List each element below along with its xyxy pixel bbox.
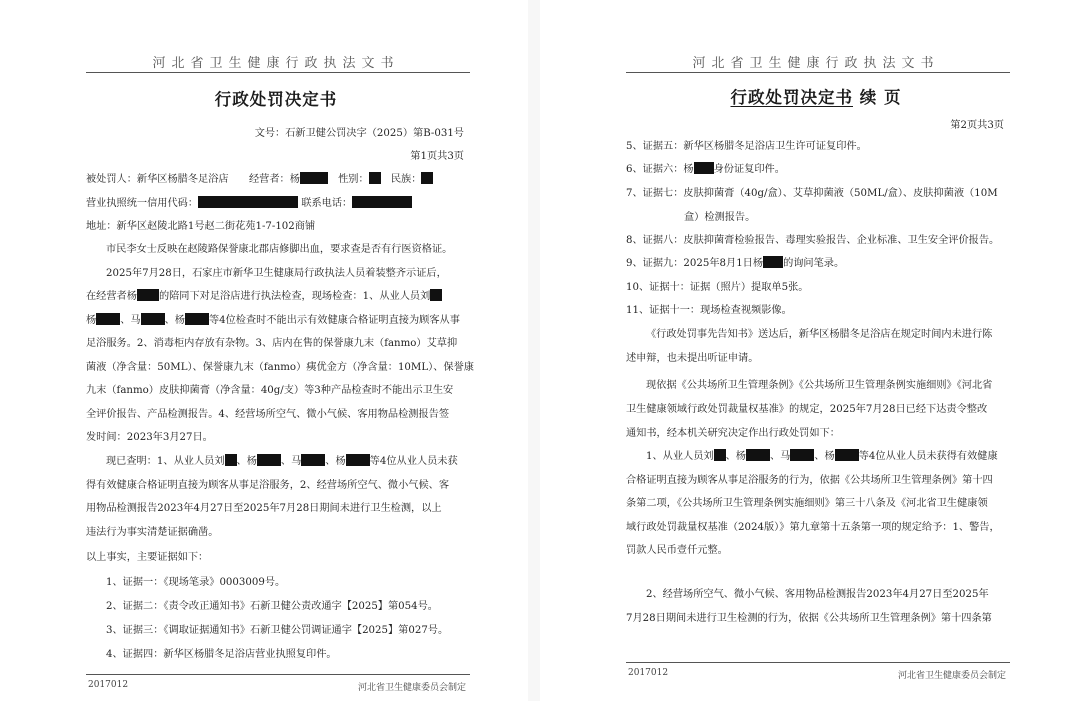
paragraph-line: 现依据《公共场所卫生管理条例》《公共场所卫生管理条例实施细则》《河北省 <box>646 380 993 391</box>
issuer: 河北省卫生健康委员会制定 <box>357 683 466 693</box>
text-span: 等4位从业人员未获得有效健康 <box>858 451 998 462</box>
text-span: 9、证据九：2025年8月1日杨 <box>626 258 764 269</box>
redaction <box>763 256 783 268</box>
text-span: 在经营者杨 <box>86 291 137 302</box>
redaction <box>96 313 120 325</box>
redaction <box>714 449 726 461</box>
evidence-item: 1、证据一：《现场笔录》0003009号。 <box>106 577 286 588</box>
paragraph-line: 域行政处罚裁量权基准（2024版）》第九章第十五条第一项的规定给予：1、警告， <box>626 522 1000 533</box>
redaction <box>835 449 859 461</box>
redaction <box>369 172 381 184</box>
paragraph-line: 卫生健康领域行政处罚裁量权基准》的规定，2025年7月28日已经下达责令整改 <box>626 404 988 415</box>
paragraph-line: 足浴服务。2、消毒柜内存放有杂物。3、店内在售的保誉康九末（fanmo）艾草抑 <box>86 338 458 349</box>
document-number: 文号：石新卫健公罚决字（2025）第B-031号 <box>254 128 464 139</box>
paragraph-line <box>646 447 998 462</box>
form-code: 2017012 <box>88 680 129 690</box>
issuer: 河北省卫生健康委员会制定 <box>897 671 1006 681</box>
paragraph-line: 述申辩，也未提出听证申请。 <box>626 353 759 364</box>
paragraph-line: 2、经营场所空气、微小气候、客用物品检测报告2023年4月27日至2025年 <box>646 589 989 600</box>
footer-rule <box>86 674 470 675</box>
redaction <box>790 449 814 461</box>
page-number: 第2页共3页 <box>950 120 1004 131</box>
redaction <box>300 172 328 184</box>
credit-code-line <box>86 194 412 209</box>
title-main: 行政处罚决定书 <box>730 88 853 107</box>
evidence-item <box>626 254 844 269</box>
page-header: 河北省卫生健康行政执法文书 <box>152 56 400 71</box>
text-span: 等4位从业人员未获 <box>369 456 458 467</box>
evidence-item: 4、证据四：新华区杨腊冬足浴店营业执照复印件。 <box>106 649 337 660</box>
footer-rule <box>626 662 1010 663</box>
evidence-item: 3、证据三：《调取证据通知书》石新卫健公罚调证通字【2025】第027号。 <box>106 625 449 636</box>
paragraph-line: 以上事实，主要证据如下： <box>86 552 209 563</box>
evidence-item: 5、证据五：新华区杨腊冬足浴店卫生许可证复印件。 <box>626 141 867 152</box>
text-span: 、杨 <box>325 456 346 467</box>
text-span: 、马 <box>280 456 302 467</box>
evidence-item-cont: 盒）检测报告。 <box>684 212 756 223</box>
page-header: 河北省卫生健康行政执法文书 <box>692 56 940 71</box>
evidence-item: 2、证据二：《责令改正通知书》石新卫健公责改通字【2025】第054号。 <box>106 601 438 612</box>
address-line: 地址：新华区赵陵北路1号赵二街花苑1-7-102商铺 <box>86 221 316 232</box>
paragraph-line: 九末（fanmo）皮肤抑菌膏（净含量：40g/支）等3种产品检查时不能出示卫生安 <box>86 385 454 396</box>
page-gap <box>528 0 540 701</box>
paragraph-line <box>86 287 442 302</box>
paragraph-line: 通知书，经本机关研究决定作出行政处罚如下： <box>626 428 840 439</box>
redaction <box>137 289 159 301</box>
redaction <box>352 196 412 208</box>
document-title: 行政处罚决定书 <box>214 90 338 109</box>
header-rule <box>626 72 1010 73</box>
paragraph-line: 7月28日期间未进行卫生检测的行为，依据《公共场所卫生管理条例》第十四条第 <box>626 613 992 624</box>
text-span: 6、证据六：杨 <box>626 164 694 175</box>
text-span: 的陪同下对足浴店进行执法检查，现场检查：1、从业人员刘 <box>158 291 431 302</box>
form-code: 2017012 <box>628 668 669 678</box>
party-line <box>86 170 433 185</box>
text-span: 、马 <box>769 451 791 462</box>
document-title <box>626 84 1006 108</box>
page-number: 第1页共3页 <box>410 151 464 162</box>
redaction <box>346 454 370 466</box>
redaction <box>225 454 237 466</box>
redaction <box>421 172 433 184</box>
text-span: 杨 <box>86 315 97 326</box>
text-span: 、杨 <box>236 456 257 467</box>
document-page-2 <box>540 0 1068 701</box>
text-span: 、杨 <box>164 315 185 326</box>
redaction <box>141 313 165 325</box>
paragraph-line: 菌液（净含量：50ML）、保誉康九末（fanmo）痍优金方（净含量：10ML）、保誉康 <box>86 362 474 373</box>
paragraph-line: 2025年7月28日，石家庄市新华卫生健康局行政执法人员着装整齐示证后， <box>106 268 447 279</box>
text-span: 现已查明：1、从业人员刘 <box>106 456 225 467</box>
redaction <box>185 313 209 325</box>
evidence-item: 11、证据十一：现场检查视频影像。 <box>626 305 792 316</box>
paragraph-line: 用物品检测报告2023年4月27日至2025年7月28日期间未进行卫生检测，以上 <box>86 503 442 514</box>
paragraph-line: 罚款人民币壹仟元整。 <box>626 545 728 556</box>
redaction <box>301 454 325 466</box>
text-span: 、马 <box>120 315 141 326</box>
text-span: 、杨 <box>814 451 835 462</box>
paragraph-line <box>106 452 458 467</box>
party-name: 被处罚人：新华区杨腊冬足浴店 经营者：杨 <box>86 174 300 185</box>
evidence-item: 7、证据七：皮肤抑菌膏（40g/盒）、艾草抑菌液（50ML/盒）、皮肤抑菌液（10M <box>626 188 998 199</box>
text-span: 身份证复印件。 <box>713 164 785 175</box>
text-span: 的询问笔录。 <box>783 258 845 269</box>
redaction <box>430 289 442 301</box>
paragraph-line: 得有效健康合格证明直接为顾客从事足浴服务，2、经营场所空气、微小气候、客 <box>86 480 450 491</box>
redaction <box>198 196 298 208</box>
paragraph-line: 违法行为事实清楚证据确凿。 <box>86 527 219 538</box>
text-span: 、杨 <box>725 451 746 462</box>
paragraph-line: 条第二项，《公共场所卫生管理条例实施细则》第三十八条及《河北省卫生健康领 <box>626 498 988 509</box>
paragraph-line: 发时间：2023年3月27日。 <box>86 432 213 443</box>
phone-label: 联系电话： <box>301 198 353 209</box>
redaction <box>746 449 770 461</box>
redaction <box>694 162 714 174</box>
text-span: 1、从业人员刘 <box>646 451 714 462</box>
evidence-item <box>626 160 785 175</box>
credit-code-label: 营业执照统一信用代码： <box>86 198 199 209</box>
paragraph-line: 合格证明直接为顾客从事足浴服务的行为，依据《公共场所卫生管理条例》第十四 <box>626 475 993 486</box>
redaction <box>257 454 281 466</box>
ethnicity-label: 民族： <box>380 174 422 185</box>
paragraph-line: 《行政处罚事先告知书》送达后，新华区杨腊冬足浴店在规定时间内未进行陈 <box>646 329 993 340</box>
paragraph-line <box>86 311 460 326</box>
document-page-1 <box>0 0 528 701</box>
paragraph-line: 市民李女士反映在赵陵路保誉康北郡店修脚出血，要求查是否有行医资格证。 <box>106 244 453 255</box>
paragraph-line: 全评价报告、产品检测报告。4、经营场所空气、微小气候、客用物品检测报告签 <box>86 409 450 420</box>
evidence-item: 8、证据八：皮肤抑菌膏检验报告、毒理实验报告、企业标准、卫生安全评价报告。 <box>626 235 1000 246</box>
header-rule <box>86 72 470 73</box>
title-suffix: 续 页 <box>853 88 902 107</box>
evidence-item: 10、证据十：证据（照片）提取单5张。 <box>626 282 809 293</box>
text-span: 等4位检查时不能出示有效健康合格证明直接为顾客从事 <box>208 315 460 326</box>
gender-label: 性别： <box>327 174 369 185</box>
